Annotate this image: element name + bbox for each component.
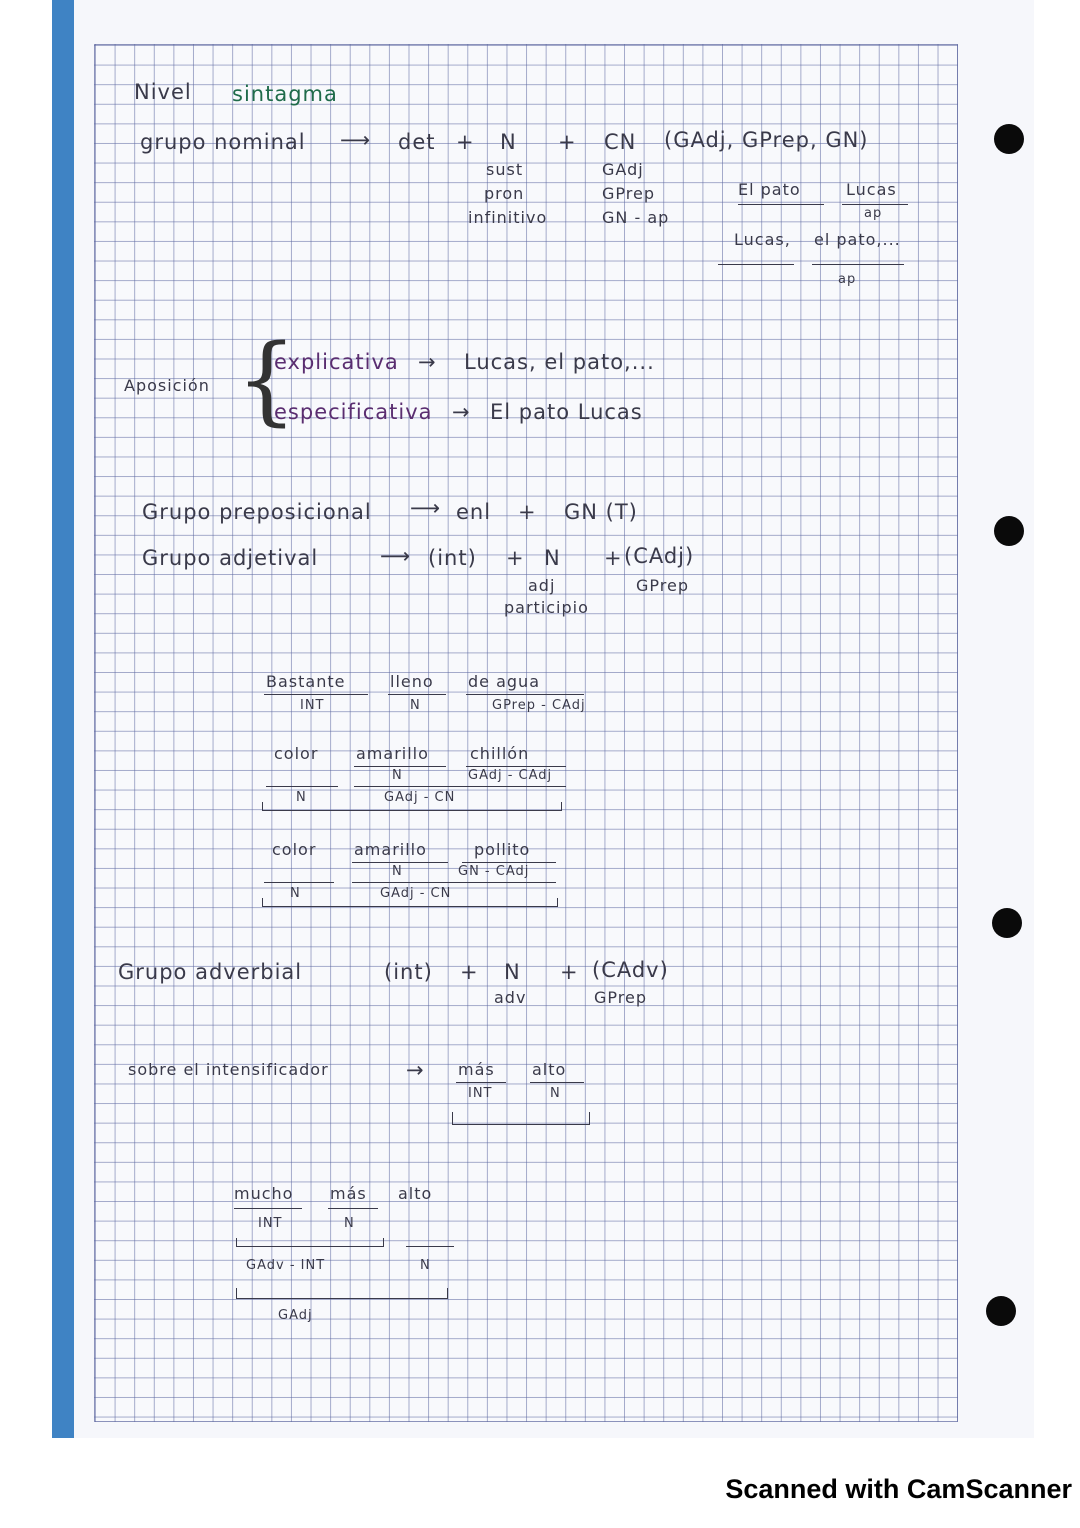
especificativa-example: El pato Lucas [490,400,643,424]
syntax-label: INT [258,1216,283,1231]
syntax-label: N [550,1086,561,1101]
gadj-n-type: adj [528,576,556,595]
bracket [557,898,558,906]
gprep-enl: enl [456,500,492,524]
underline [466,694,584,695]
gn-cn-type: GN - ap [602,208,670,227]
syntax-label: N [344,1216,355,1231]
example-word: de agua [468,672,540,691]
underline [388,694,446,695]
underline [354,766,446,767]
syntax-label: INT [468,1086,493,1101]
gadv-cadv-type: GPrep [594,988,647,1007]
arrow: → [452,400,471,424]
gadv-n: N [504,960,521,984]
gadv-cadv: (CAdv) [592,958,669,982]
punch-hole [992,908,1022,938]
example-word: chillón [470,744,530,763]
syntax-label: N [290,886,301,901]
underline [406,1246,454,1247]
syntax-label: N [420,1258,431,1273]
punch-hole [994,516,1024,546]
gn-n-type: pron [484,184,525,203]
scanner-watermark: Scanned with CamScanner [725,1474,1072,1504]
bracket [452,1112,453,1124]
example-word: más [458,1060,495,1079]
underline [264,882,334,883]
gadv-n-type: adv [494,988,527,1007]
bracket [383,1238,384,1246]
example-word: mucho [234,1184,294,1203]
gn-n-type: infinitivo [468,208,548,227]
bracket [452,1124,590,1125]
gn-cn-options: (GAdj, GPrep, GN) [664,128,869,152]
gadj-cadj: (CAdj) [624,544,695,568]
brace: { [236,324,298,436]
arrow: ⟶ [410,496,442,520]
gadj-n-type: participio [504,598,589,617]
gn-cn: CN [604,130,637,154]
gadv-int: (int) [384,960,433,984]
plus: + [558,130,577,154]
example-word: El pato [738,180,801,199]
bracket [561,802,562,810]
underline [352,862,448,863]
bracket [262,906,558,907]
underline [842,204,908,205]
syntax-label: INT [300,698,325,713]
plus: + [604,546,623,570]
gn-cn-type: GPrep [602,184,655,203]
underline [812,264,904,265]
syntax-label: GAdj - CAdj [468,768,553,783]
apposition-label: ap [838,272,857,287]
gadv-label: Grupo adverbial [118,960,303,984]
aposicion-label: Aposición [124,376,210,395]
bracket [262,810,562,811]
title-word: sintagma [232,82,338,106]
apposition-label: ap [864,206,883,221]
gprep-label: Grupo preposicional [142,500,372,524]
example-word: lleno [390,672,434,691]
syntax-label: GAdj [278,1308,313,1323]
underline [738,204,824,205]
explicativa-example: Lucas, el pato,... [464,350,655,374]
underline [234,1208,302,1209]
arrow: → [418,350,437,374]
syntax-label: N [410,698,421,713]
syntax-label: GPrep - CAdj [492,698,586,713]
intens-label: sobre el intensificador [128,1060,329,1079]
example-word: alto [398,1184,433,1203]
example-word: Lucas, [734,230,791,249]
especificativa-label: especificativa [274,400,433,424]
syntax-label: GAdv - INT [246,1258,326,1273]
bracket [262,802,263,810]
example-word: alto [532,1060,567,1079]
arrow: → [406,1058,425,1082]
bracket [236,1246,384,1247]
example-word: Lucas [846,180,897,199]
example-word: más [330,1184,367,1203]
gadj-label: Grupo adjetival [142,546,319,570]
title-word: Nivel [134,80,192,104]
punch-hole [986,1296,1016,1326]
plus: + [560,960,579,984]
example-word: amarillo [356,744,429,763]
plus: + [456,130,475,154]
plus: + [518,500,537,524]
example-word: pollito [474,840,531,859]
underline [466,766,566,767]
gn-det: det [398,130,436,154]
plus: + [506,546,525,570]
underline [328,1208,378,1209]
notebook-spine [52,0,74,1438]
arrow: ⟶ [380,544,412,568]
underline [352,882,556,883]
bracket [236,1288,237,1298]
bracket [447,1288,448,1298]
syntax-label: GAdj - CN [384,790,456,805]
underline [718,264,794,265]
syntax-label: GN - CAdj [458,864,530,879]
example-word: color [272,840,317,859]
syntax-label: GAdj - CN [380,886,452,901]
syntax-label: N [392,864,403,879]
gn-n-type: sust [486,160,524,179]
gprep-gn: GN (T) [564,500,638,524]
bracket [236,1298,448,1299]
underline [462,862,556,863]
underline [266,786,338,787]
grid-paper [94,44,958,1422]
underline [456,1082,506,1083]
example-word: amarillo [354,840,427,859]
example-word: el pato,... [814,230,901,249]
gadj-int: (int) [428,546,477,570]
underline [530,1082,584,1083]
gn-label: grupo nominal [140,130,306,154]
gn-cn-type: GAdj [602,160,644,179]
underline [264,694,368,695]
bracket [262,898,263,906]
arrow: ⟶ [340,128,372,152]
bracket [236,1238,237,1246]
explicativa-label: explicativa [274,350,399,374]
plus: + [460,960,479,984]
bracket [589,1112,590,1124]
syntax-label: N [296,790,307,805]
gn-n: N [500,130,517,154]
example-word: Bastante [266,672,346,691]
example-word: color [274,744,319,763]
underline [354,786,566,787]
gadj-cadj-type: GPrep [636,576,689,595]
gadj-n: N [544,546,561,570]
punch-hole [994,124,1024,154]
syntax-label: N [392,768,403,783]
